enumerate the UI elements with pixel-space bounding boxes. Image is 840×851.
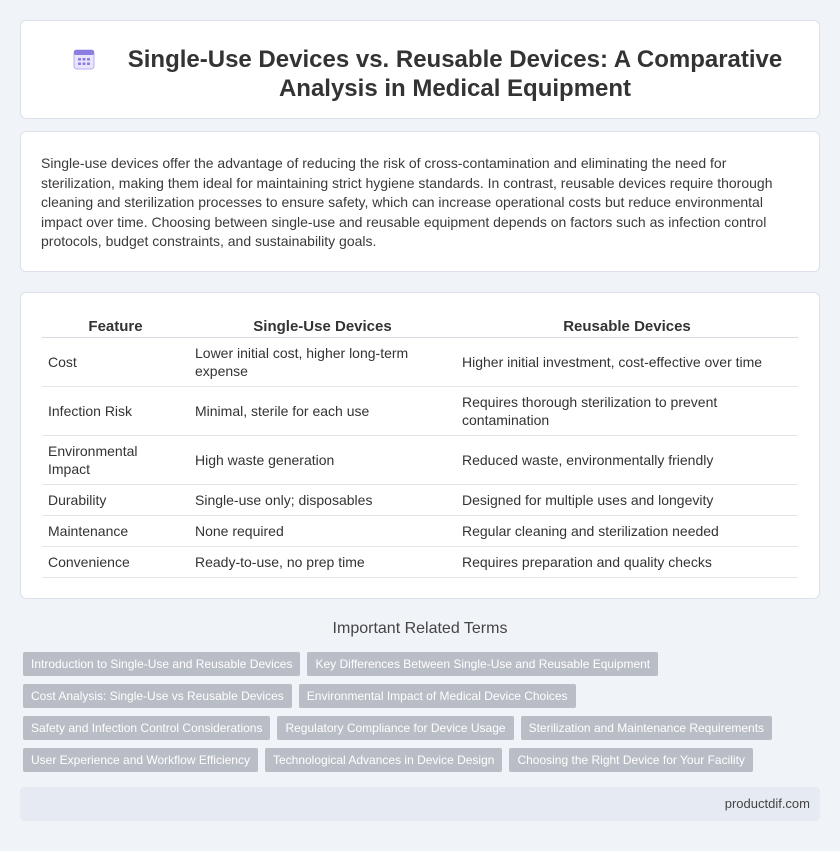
- footer: [20, 787, 820, 821]
- column-header-single-use: Single-Use Devices: [189, 313, 456, 338]
- table-cell-feature: Cost: [42, 338, 189, 387]
- table-row: [42, 547, 798, 578]
- table-cell-single-use: None required: [189, 516, 456, 547]
- table-cell-single-use: Ready-to-use, no prep time: [189, 547, 456, 578]
- table-cell-single-use: Lower initial cost, higher long-term expense: [189, 338, 456, 387]
- table-cell-reusable: Designed for multiple uses and longevity: [456, 485, 798, 516]
- table-cell-single-use: Minimal, sterile for each use: [189, 387, 456, 436]
- related-term-link[interactable]: Introduction to Single-Use and Reusable Devices: [23, 652, 300, 676]
- footer-site-link[interactable]: productdif.com: [724, 796, 810, 811]
- page-title: Single-Use Devices vs. Reusable Devices: A Comparative Analysis in Medical Equipment: [127, 46, 783, 102]
- table-cell-reusable: Higher initial investment, cost-effective over time: [456, 338, 798, 387]
- table-row: [42, 338, 798, 387]
- table-cell-single-use: Single-use only; disposables: [189, 485, 456, 516]
- related-terms-list: [23, 652, 823, 780]
- column-header-feature: Feature: [42, 313, 189, 338]
- table-row: [42, 387, 798, 436]
- related-terms-title: Important Related Terms: [332, 620, 508, 637]
- table-cell-reusable: Requires preparation and quality checks: [456, 547, 798, 578]
- related-term-link[interactable]: Technological Advances in Device Design: [265, 748, 502, 772]
- intro-card: [20, 131, 820, 272]
- table-cell-reusable: Regular cleaning and sterilization needed: [456, 516, 798, 547]
- related-term-link[interactable]: Environmental Impact of Medical Device Choices: [299, 684, 576, 708]
- related-term-link[interactable]: Regulatory Compliance for Device Usage: [277, 716, 513, 740]
- table-row: [42, 485, 798, 516]
- header-card: [20, 20, 820, 119]
- related-term-link[interactable]: Safety and Infection Control Considerations: [23, 716, 270, 740]
- table-header-row: [42, 313, 798, 338]
- column-header-reusable: Reusable Devices: [456, 313, 798, 338]
- table-cell-single-use: High waste generation: [189, 436, 456, 485]
- table-cell-feature: Environmental Impact: [42, 436, 189, 485]
- related-term-link[interactable]: Cost Analysis: Single-Use vs Reusable Devices: [23, 684, 292, 708]
- table-cell-reusable: Requires thorough sterilization to prevent contamination: [456, 387, 798, 436]
- related-term-link[interactable]: Choosing the Right Device for Your Facility: [509, 748, 752, 772]
- table-cell-feature: Infection Risk: [42, 387, 189, 436]
- related-term-link[interactable]: Sterilization and Maintenance Requirements: [521, 716, 772, 740]
- table-cell-feature: Maintenance: [42, 516, 189, 547]
- comparison-table-card: [20, 292, 820, 599]
- calendar-icon: [73, 48, 95, 70]
- related-term-link[interactable]: User Experience and Workflow Efficiency: [23, 748, 258, 772]
- table-row: [42, 516, 798, 547]
- table-cell-feature: Durability: [42, 485, 189, 516]
- table-row: [42, 436, 798, 485]
- comparison-table: [42, 313, 798, 578]
- table-cell-feature: Convenience: [42, 547, 189, 578]
- table-cell-reusable: Reduced waste, environmentally friendly: [456, 436, 798, 485]
- related-term-link[interactable]: Key Differences Between Single-Use and Reusable Equipment: [307, 652, 658, 676]
- intro-paragraph: Single-use devices offer the advantage of reducing the risk of cross-contamination and eliminating the need for sterilization, making them ideal for maintaining strict hygiene standards. In contrast, reusable devices require thorough cleaning and sterilization processes to ensure safety, which can increase operational costs but reduce environmental impact over time. Choosing between single-use and reusable equipment depends on factors such as infection control protocols, budget constraints, and sustainability goals.: [41, 155, 773, 249]
